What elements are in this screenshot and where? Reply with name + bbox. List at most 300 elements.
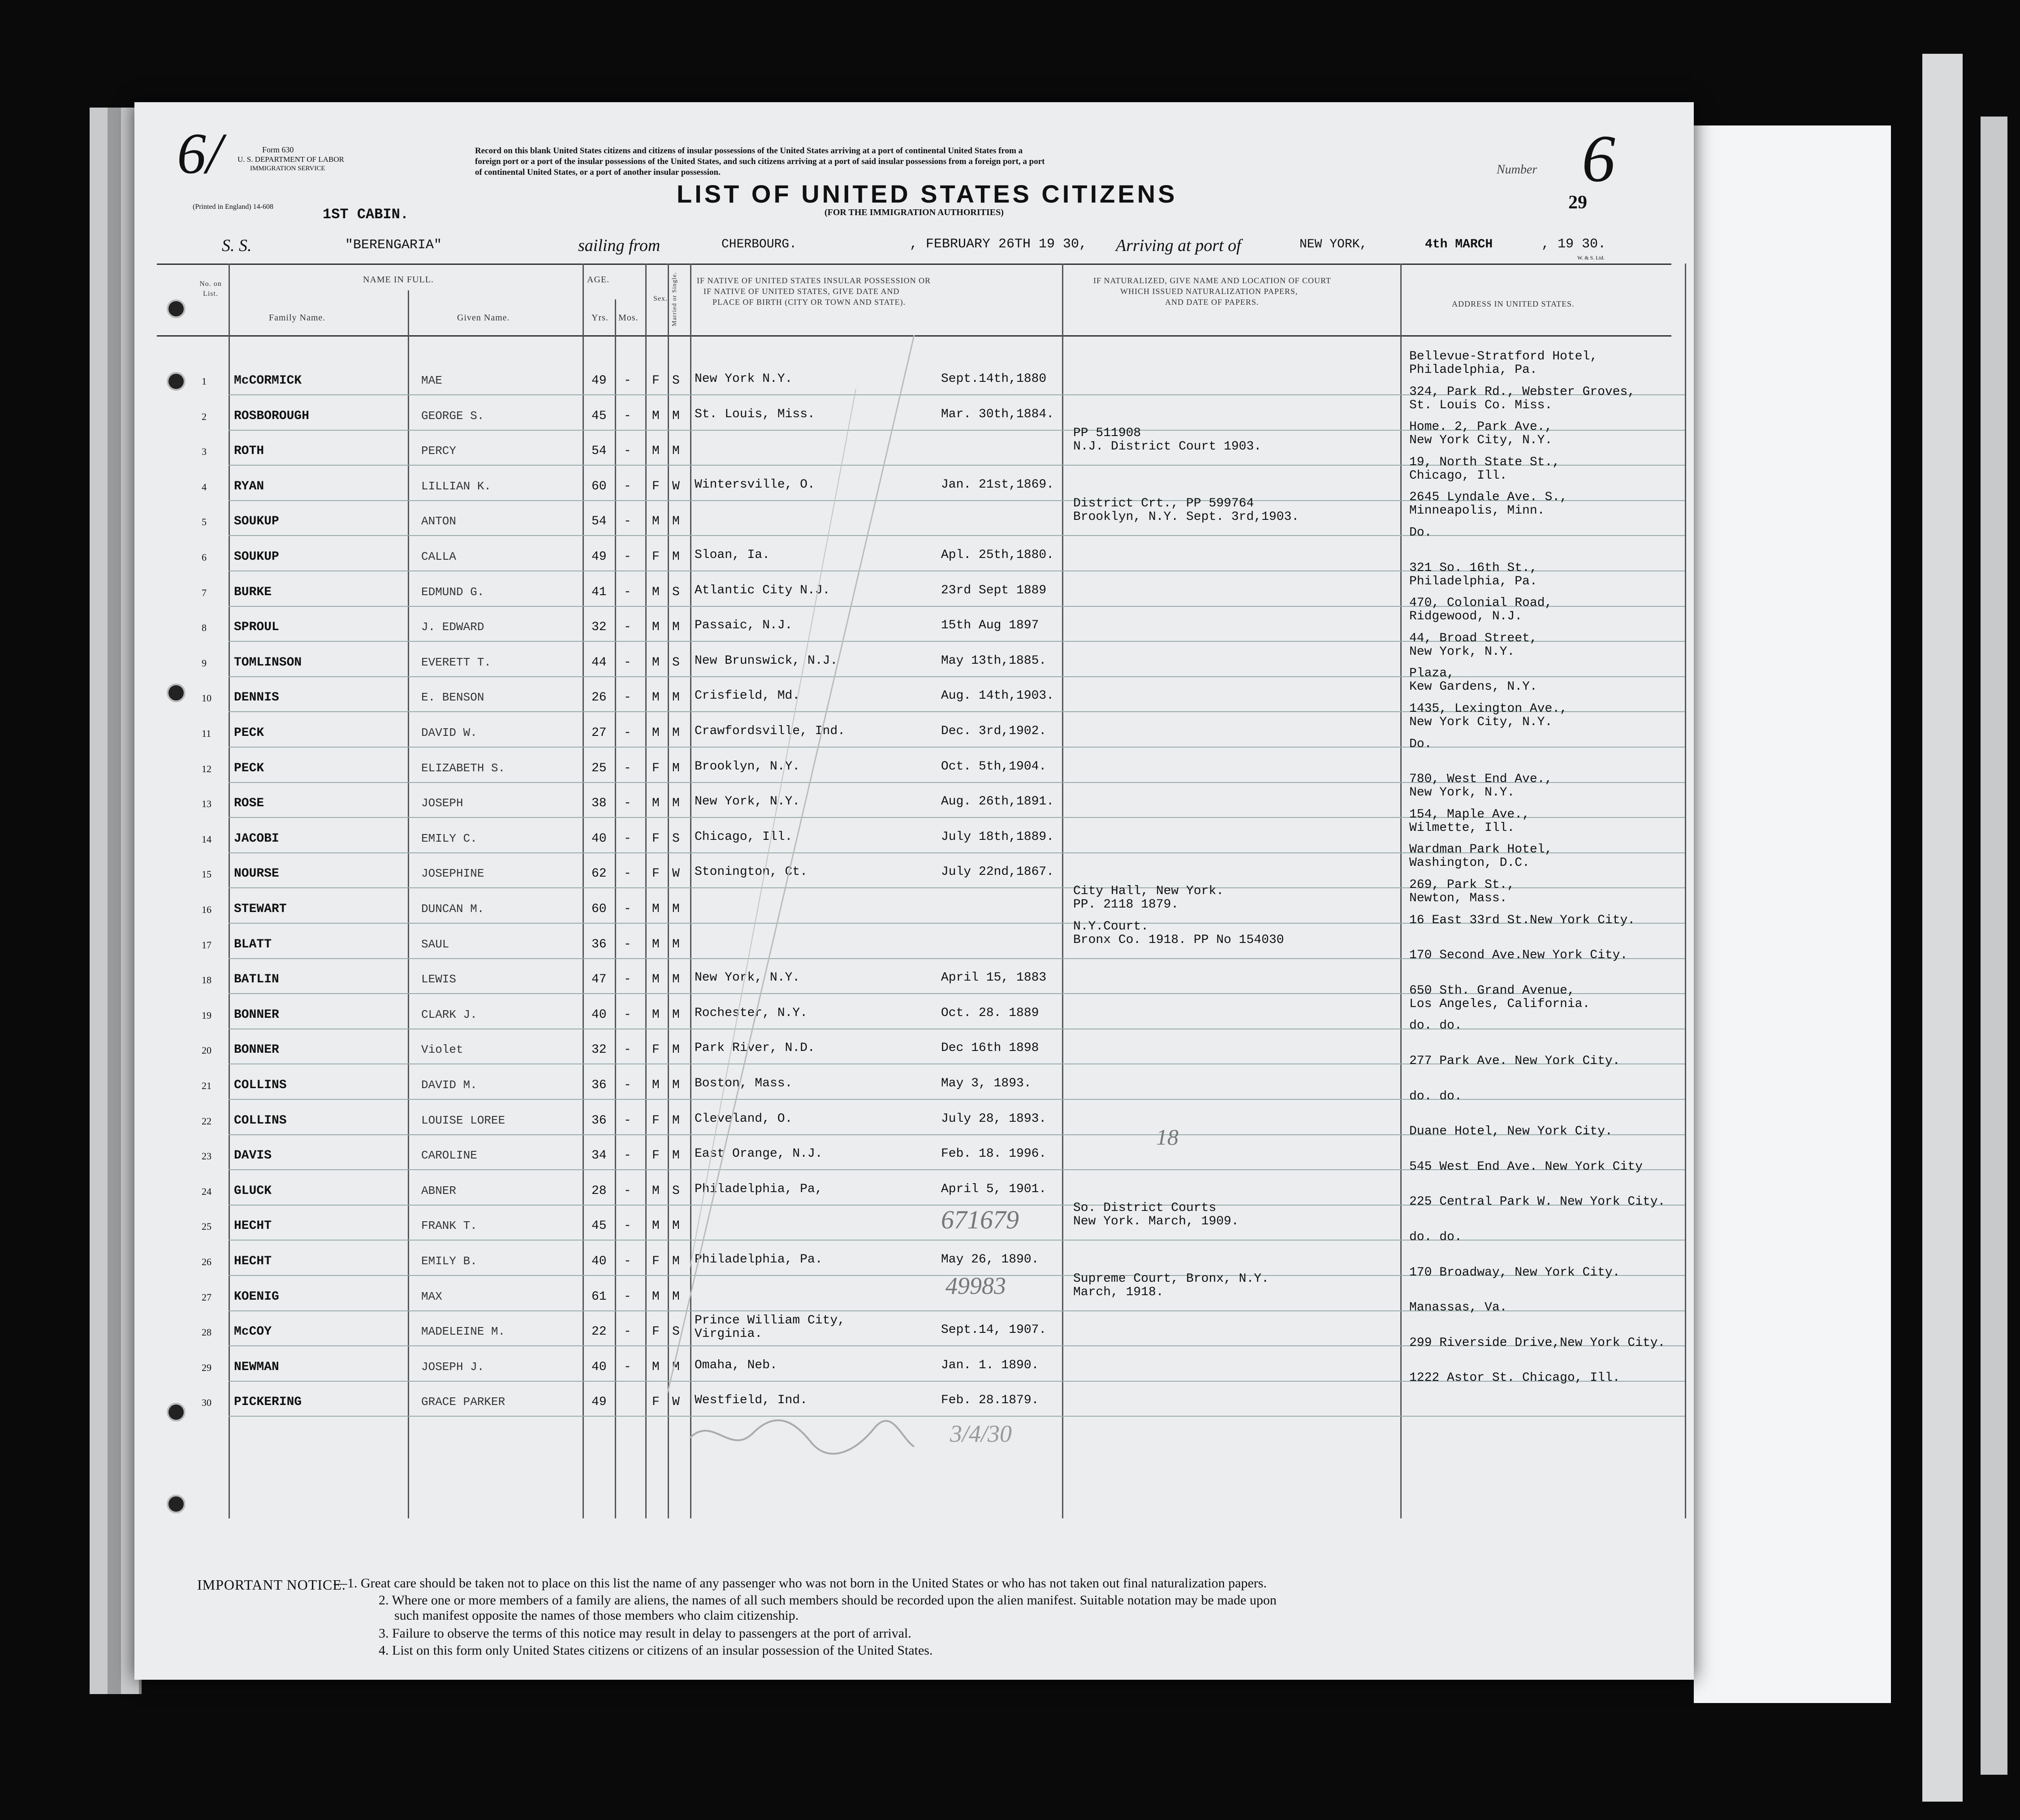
- age-months: -: [624, 691, 631, 705]
- age-months: -: [624, 796, 631, 810]
- birth-place: Crawfordsville, Ind.: [695, 724, 846, 738]
- handwritten-date: 3/4/30: [950, 1420, 1012, 1447]
- family-name: GLUCK: [234, 1184, 272, 1198]
- marital-status: S: [672, 1325, 680, 1339]
- address-line-1: Bellevue-Stratford Hotel,: [1409, 350, 1598, 363]
- age-months: -: [624, 1149, 631, 1163]
- naturalization-line-1: District Crt., PP 599764: [1073, 497, 1254, 510]
- birth-date: Mar. 30th,1884.: [941, 407, 1054, 421]
- col-header-given: Given Name.: [457, 313, 510, 323]
- family-name: COLLINS: [234, 1078, 287, 1092]
- birth-place: Cleveland, O.: [695, 1112, 793, 1126]
- age-months: -: [624, 1290, 631, 1304]
- col-divider: [645, 264, 647, 1518]
- marital-status: W: [672, 867, 680, 881]
- sex: M: [652, 691, 660, 705]
- sex: M: [652, 726, 660, 740]
- printed-note: (Printed in England) 14-608: [193, 203, 273, 211]
- age-months: -: [624, 761, 631, 775]
- ship-name: "BERENGARIA": [345, 238, 442, 253]
- marital-status: M: [672, 1008, 680, 1022]
- col-header-birth-3: PLACE OF BIRTH (CITY OR TOWN AND STATE).: [712, 298, 906, 307]
- age-years: 60: [591, 902, 607, 916]
- col-divider: [1062, 264, 1063, 1518]
- age-years: 34: [591, 1149, 607, 1163]
- family-name: COLLINS: [234, 1114, 287, 1128]
- birth-place: Boston, Mass.: [695, 1076, 793, 1090]
- col-header-naturalized-1: IF NATURALIZED, GIVE NAME AND LOCATION OF COURT: [1093, 276, 1331, 285]
- row-number: 24: [202, 1186, 211, 1197]
- address-line-1: Do.: [1409, 526, 1432, 540]
- birth-date: May 26, 1890.: [941, 1253, 1039, 1267]
- family-name: BLATT: [234, 938, 272, 951]
- birth-date: Oct. 28. 1889: [941, 1006, 1039, 1020]
- given-name: GEORGE S.: [421, 409, 484, 423]
- age-months: -: [624, 1078, 631, 1092]
- age-years: 40: [591, 832, 607, 846]
- age-months: -: [624, 1184, 631, 1198]
- address-line-2: Philadelphia, Pa.: [1409, 575, 1537, 588]
- row-number: 20: [202, 1045, 211, 1056]
- address-line-1: Do.: [1409, 737, 1432, 751]
- address-line-1: 16 East 33rd St.New York City.: [1409, 913, 1636, 927]
- given-name: EVERETT T.: [421, 656, 492, 669]
- sex: F: [652, 480, 660, 493]
- family-name: BATLIN: [234, 973, 279, 986]
- address-line-1: 1222 Astor St. Chicago, Ill.: [1409, 1371, 1620, 1385]
- marital-status: M: [672, 1290, 680, 1304]
- address-line-1: 650 Sth. Grand Avenue,: [1409, 984, 1575, 998]
- given-name: FRANK T.: [421, 1219, 477, 1232]
- family-name: DAVIS: [234, 1149, 272, 1163]
- given-name: LILLIAN K.: [421, 480, 492, 493]
- age-years: 38: [591, 796, 607, 810]
- sex: F: [652, 832, 660, 846]
- marital-status: M: [672, 938, 680, 951]
- address-line-1: 2645 Lyndale Ave. S.,: [1409, 490, 1567, 504]
- birth-place: New York N.Y.: [695, 372, 793, 386]
- given-name: ABNER: [421, 1184, 457, 1197]
- family-name: PICKERING: [234, 1395, 302, 1409]
- age-years: 40: [591, 1254, 607, 1268]
- age-months: -: [624, 1008, 631, 1022]
- col-divider: [229, 264, 230, 1518]
- family-name: PECK: [234, 761, 264, 775]
- row-number: 25: [202, 1221, 211, 1232]
- marital-status: M: [672, 973, 680, 986]
- address-line-2: Minneapolis, Minn.: [1409, 504, 1545, 518]
- naturalization-line-2: N.J. District Court 1903.: [1073, 440, 1262, 454]
- binding-strip-inner: [108, 108, 121, 1694]
- birth-date: Aug. 14th,1903.: [941, 689, 1054, 703]
- sex: F: [652, 1254, 660, 1268]
- address-line-1: 324, Park Rd., Webster Groves,: [1409, 385, 1636, 399]
- marital-status: S: [672, 1184, 680, 1198]
- birth-place: Omaha, Neb.: [695, 1358, 777, 1372]
- handwritten-number-1: 671679: [941, 1205, 1019, 1234]
- sex: F: [652, 1043, 660, 1057]
- row-number: 9: [202, 657, 207, 669]
- address-line-1: 299 Riverside Drive,New York City.: [1409, 1336, 1666, 1350]
- birth-date: July 18th,1889.: [941, 830, 1054, 844]
- marital-status: M: [672, 902, 680, 916]
- age-months: -: [624, 867, 631, 881]
- birth-place: Park River, N.D.: [695, 1041, 815, 1055]
- address-line-1: 19, North State St.,: [1409, 455, 1560, 469]
- row-number: 12: [202, 763, 211, 774]
- row-number: 10: [202, 692, 211, 704]
- address-line-2: New York, N.Y.: [1409, 645, 1515, 659]
- arriving-label: Arriving at port of: [1116, 236, 1241, 255]
- notice-item-1: —1. Great care should be taken not to place on this list the name of any passenger who was not born in the United States or who has not taken out final naturalization papers.: [334, 1576, 1267, 1591]
- sex: M: [652, 902, 660, 916]
- address-line-2: Washington, D.C.: [1409, 856, 1530, 870]
- col-header-yrs: Yrs.: [591, 313, 609, 323]
- age-years: 45: [591, 1219, 607, 1233]
- instructions-line-1: Record on this blank United States citizens and citizens of insular possessions of the United States arriving at a port of continental United States from a: [475, 146, 1023, 156]
- marital-status: S: [672, 832, 680, 846]
- age-months: -: [624, 1114, 631, 1128]
- address-line-2: Chicago, Ill.: [1409, 469, 1507, 483]
- naturalization-line-2: March, 1918.: [1073, 1285, 1164, 1299]
- sex: M: [652, 514, 660, 528]
- address-line-1: 170 Broadway, New York City.: [1409, 1266, 1620, 1280]
- age-months: -: [624, 409, 631, 423]
- cabin-class: 1ST CABIN.: [323, 206, 409, 223]
- age-months: -: [624, 585, 631, 599]
- address-line-2: Ridgewood, N.J.: [1409, 610, 1523, 623]
- sex: M: [652, 973, 660, 986]
- sex: M: [652, 1219, 660, 1233]
- age-months: -: [624, 832, 631, 846]
- punch-hole: [167, 299, 186, 318]
- naturalization-line-1: So. District Courts: [1073, 1201, 1217, 1215]
- age-months: -: [624, 374, 631, 388]
- birth-place: Brooklyn, N.Y.: [695, 760, 800, 774]
- number-label: Number: [1497, 163, 1537, 177]
- address-line-2: New York City, N.Y.: [1409, 715, 1553, 729]
- birth-date: Sept.14, 1907.: [941, 1323, 1047, 1337]
- address-line-1: do. do.: [1409, 1089, 1462, 1103]
- sailing-from-label: sailing from: [578, 236, 660, 255]
- age-months: -: [624, 1219, 631, 1233]
- family-name: ROSBOROUGH: [234, 409, 310, 423]
- row-number: 15: [202, 869, 211, 880]
- col-divider: [408, 290, 409, 1518]
- age-months: -: [624, 1325, 631, 1339]
- family-name: BONNER: [234, 1043, 279, 1057]
- address-line-1: 780, West End Ave.,: [1409, 772, 1553, 786]
- address-line-1: Home. 2, Park Ave.,: [1409, 420, 1553, 434]
- given-name: PERCY: [421, 444, 457, 458]
- col-header-naturalized-2: WHICH ISSUED NATURALIZATION PAPERS,: [1120, 287, 1298, 296]
- age-years: 36: [591, 1114, 607, 1128]
- address-line-2: St. Louis Co. Miss.: [1409, 398, 1553, 412]
- punch-hole: [167, 372, 186, 391]
- marital-status: M: [672, 620, 680, 634]
- birth-place: Philadelphia, Pa.: [695, 1253, 823, 1267]
- row-rule: [229, 747, 1685, 748]
- birth-date: Jan. 21st,1869.: [941, 478, 1054, 492]
- row-number: 22: [202, 1115, 211, 1127]
- sex: M: [652, 444, 660, 458]
- given-name: DAVID M.: [421, 1078, 477, 1092]
- given-name: E. BENSON: [421, 691, 484, 704]
- naturalization-line-1: City Hall, New York.: [1073, 884, 1224, 898]
- address-line-1: Manassas, Va.: [1409, 1301, 1507, 1314]
- marital-status: M: [672, 409, 680, 423]
- marital-status: S: [672, 374, 680, 388]
- family-name: ROSE: [234, 796, 264, 810]
- age-months: -: [624, 938, 631, 951]
- family-name: BURKE: [234, 585, 272, 599]
- sex: F: [652, 1325, 660, 1339]
- family-name: SOUKUP: [234, 550, 279, 564]
- sex: F: [652, 867, 660, 881]
- address-line-1: 470, Colonial Road,: [1409, 596, 1553, 610]
- age-years: 45: [591, 409, 607, 423]
- marital-status: S: [672, 656, 680, 670]
- notice-item-2: 2. Where one or more members of a family are aliens, the names of all such members should be recorded upon the alien manifest. Suitable notation may be made upon: [379, 1593, 1277, 1608]
- address-line-2: Wilmette, Ill.: [1409, 821, 1515, 835]
- marital-status: M: [672, 1114, 680, 1128]
- row-number: 16: [202, 904, 211, 915]
- marital-status: M: [672, 550, 680, 564]
- punch-hole: [167, 1403, 186, 1422]
- address-line-1: 321 So. 16th St.,: [1409, 561, 1537, 575]
- marital-status: M: [672, 796, 680, 810]
- given-name: J. EDWARD: [421, 620, 484, 634]
- birth-place: East Orange, N.J.: [695, 1147, 823, 1161]
- col-header-address: ADDRESS IN UNITED STATES.: [1452, 299, 1575, 308]
- birth-place: Philadelphia, Pa,: [695, 1182, 823, 1196]
- birth-date: Feb. 18. 1996.: [941, 1147, 1047, 1161]
- address-line-1: Wardman Park Hotel,: [1409, 843, 1553, 856]
- department: U. S. DEPARTMENT OF LABOR: [237, 155, 344, 164]
- sex: M: [652, 1008, 660, 1022]
- family-name: DENNIS: [234, 691, 279, 705]
- birth-date: Jan. 1. 1890.: [941, 1358, 1039, 1372]
- instructions-line-3: of continental United States, or a port of another insular possession.: [475, 168, 721, 177]
- row-number: 30: [202, 1397, 211, 1408]
- birth-date: Dec. 3rd,1902.: [941, 724, 1047, 738]
- pencil-scrawl: [686, 1411, 919, 1460]
- family-name: McCORMICK: [234, 374, 302, 388]
- marital-status: M: [672, 1254, 680, 1268]
- birth-place: Chicago, Ill.: [695, 830, 793, 844]
- sex: M: [652, 656, 660, 670]
- birth-place: New Brunswick, N.J.: [695, 654, 838, 668]
- address-line-2: New York, N.Y.: [1409, 786, 1515, 800]
- birth-date: Feb. 28.1879.: [941, 1393, 1039, 1407]
- sex: M: [652, 585, 660, 599]
- departure-port: CHERBOURG.: [721, 238, 797, 251]
- address-line-1: 170 Second Ave.New York City.: [1409, 948, 1628, 962]
- marital-status: M: [672, 1360, 680, 1374]
- sex: M: [652, 620, 660, 634]
- birth-place: Westfield, Ind.: [695, 1393, 808, 1407]
- family-name: HECHT: [234, 1219, 272, 1233]
- page-number: 29: [1568, 192, 1587, 213]
- age-years: 40: [591, 1360, 607, 1374]
- age-months: -: [624, 656, 631, 670]
- address-line-1: do. do.: [1409, 1019, 1462, 1033]
- departure-date: , FEBRUARY 26TH 19 30,: [910, 237, 1088, 252]
- marital-status: W: [672, 1395, 680, 1409]
- marital-status: M: [672, 1078, 680, 1092]
- birth-date: April 5, 1901.: [941, 1182, 1047, 1196]
- row-number: 5: [202, 516, 207, 527]
- naturalization-line-2: Bronx Co. 1918. PP No 154030: [1073, 933, 1284, 947]
- row-rule: [229, 1099, 1685, 1100]
- given-name: CALLA: [421, 550, 457, 563]
- age-years: 25: [591, 761, 607, 775]
- notice-item-4: 4. List on this form only United States citizens or citizens of an insular possession of the United States.: [379, 1643, 933, 1658]
- age-years: 40: [591, 1008, 607, 1022]
- family-name: ROTH: [234, 444, 264, 458]
- age-months: -: [624, 444, 631, 458]
- family-name: SOUKUP: [234, 514, 279, 528]
- birth-date: 15th Aug 1897: [941, 618, 1039, 632]
- row-number: 23: [202, 1150, 211, 1162]
- col-header-no: No. on List.: [199, 280, 222, 298]
- sex: F: [652, 1395, 660, 1409]
- row-number: 14: [202, 834, 211, 845]
- marital-status: S: [672, 585, 680, 599]
- given-name: JOSEPH: [421, 796, 463, 810]
- sex: F: [652, 550, 660, 564]
- family-name: JACOBI: [234, 832, 279, 846]
- given-name: JOSEPH J.: [421, 1360, 484, 1374]
- given-name: DAVID W.: [421, 726, 477, 739]
- col-header-family: Family Name.: [269, 313, 326, 323]
- row-number: 3: [202, 446, 207, 457]
- adjacent-page-edge: [1922, 54, 1963, 1802]
- age-years: 22: [591, 1325, 607, 1339]
- age-years: 47: [591, 973, 607, 986]
- marital-status: M: [672, 1149, 680, 1163]
- row-number: 17: [202, 939, 211, 951]
- handwritten-18: 18: [1156, 1124, 1178, 1150]
- row-number: 1: [202, 376, 207, 387]
- age-years: 27: [591, 726, 607, 740]
- address-line-1: Plaza,: [1409, 666, 1455, 680]
- col-header-birth-2: IF NATIVE OF UNITED STATES, GIVE DATE AND: [704, 287, 900, 296]
- sex: M: [652, 796, 660, 810]
- address-line-2: Newton, Mass.: [1409, 891, 1507, 905]
- arrival-date: 4th MARCH: [1425, 238, 1493, 251]
- col-header-sex: Sex.: [653, 295, 668, 303]
- family-name: TOMLINSON: [234, 656, 302, 670]
- address-line-2: New York City, N.Y.: [1409, 433, 1553, 447]
- table-top-rule: [157, 264, 1671, 265]
- notice-item-2-cont: such manifest opposite the names of those members who claim citizenship.: [394, 1608, 799, 1623]
- marital-status: M: [672, 1043, 680, 1057]
- sex: F: [652, 374, 660, 388]
- col-header-married: Married or Single.: [671, 272, 678, 326]
- marital-status: W: [672, 480, 680, 493]
- age-years: 54: [591, 444, 607, 458]
- birth-place: St. Louis, Miss.: [695, 407, 815, 421]
- age-years: 32: [591, 1043, 607, 1057]
- given-name: SAUL: [421, 938, 449, 951]
- sex: F: [652, 1149, 660, 1163]
- age-months: -: [624, 902, 631, 916]
- age-years: 26: [591, 691, 607, 705]
- sex: M: [652, 938, 660, 951]
- punch-hole: [167, 1495, 186, 1513]
- birth-place: Passaic, N.J.: [695, 618, 793, 632]
- birth-date: Oct. 5th,1904.: [941, 760, 1047, 774]
- sex: M: [652, 1360, 660, 1374]
- col-header-age: AGE.: [587, 275, 610, 285]
- family-name: McCOY: [234, 1325, 272, 1339]
- naturalization-line-1: PP 511908: [1073, 426, 1141, 440]
- address-line-2: Los Angeles, California.: [1409, 997, 1590, 1011]
- age-years: 61: [591, 1290, 607, 1304]
- family-name: NEWMAN: [234, 1360, 279, 1374]
- given-name: ELIZABETH S.: [421, 761, 505, 775]
- age-years: 36: [591, 1078, 607, 1092]
- age-years: 62: [591, 867, 607, 881]
- age-years: 36: [591, 938, 607, 951]
- birth-date: Apl. 25th,1880.: [941, 548, 1054, 562]
- family-name: BONNER: [234, 1008, 279, 1022]
- row-number: 6: [202, 552, 207, 563]
- given-name: EMILY B.: [421, 1254, 477, 1268]
- age-months: -: [624, 1254, 631, 1268]
- instructions-line-2: foreign port or a port of the insular possessions of the United States, and such citizens arriving at a port of said insular possessions from a foreign port, a port: [475, 157, 1045, 166]
- age-months: -: [624, 620, 631, 634]
- birth-place: New York, N.Y.: [695, 971, 800, 985]
- sex: M: [652, 1078, 660, 1092]
- address-line-2: Philadelphia, Pa.: [1409, 363, 1537, 377]
- row-number: 13: [202, 798, 211, 809]
- page-subtitle: (FOR THE IMMIGRATION AUTHORITIES): [824, 208, 1004, 217]
- given-name: CAROLINE: [421, 1149, 477, 1162]
- address-line-1: 277 Park Ave. New York City.: [1409, 1054, 1620, 1068]
- age-months: -: [624, 973, 631, 986]
- col-divider: [1685, 264, 1686, 1518]
- sex: F: [652, 1114, 660, 1128]
- row-rule: [229, 1240, 1685, 1241]
- row-rule: [229, 1416, 1685, 1417]
- notice-item-3: 3. Failure to observe the terms of this notice may result in delay to passengers at the port of arrival.: [379, 1626, 911, 1641]
- birth-date: Sept.14th,1880: [941, 372, 1047, 386]
- age-months: -: [624, 514, 631, 528]
- row-number: 27: [202, 1292, 211, 1303]
- age-years: 44: [591, 656, 607, 670]
- form-number: Form 630: [262, 145, 294, 154]
- birth-place: Sloan, Ia.: [695, 548, 770, 562]
- col-header-naturalized-3: AND DATE OF PAPERS.: [1165, 298, 1259, 307]
- adjacent-page-edge-2: [1981, 117, 2007, 1775]
- marital-status: M: [672, 761, 680, 775]
- col-header-name-in-full: NAME IN FULL.: [363, 275, 434, 285]
- birth-place: Wintersville, O.: [695, 478, 815, 492]
- row-number: 4: [202, 481, 207, 493]
- birth-date: Dec 16th 1898: [941, 1041, 1039, 1055]
- row-rule: [229, 676, 1685, 677]
- given-name: DUNCAN M.: [421, 902, 484, 916]
- given-name: MAE: [421, 374, 442, 387]
- arrival-year: , 19 30.: [1541, 237, 1606, 252]
- age-months: -: [624, 1360, 631, 1374]
- given-name: EMILY C.: [421, 832, 477, 845]
- family-name: KOENIG: [234, 1290, 279, 1304]
- row-number: 26: [202, 1256, 211, 1267]
- birth-date: July 28, 1893.: [941, 1112, 1047, 1126]
